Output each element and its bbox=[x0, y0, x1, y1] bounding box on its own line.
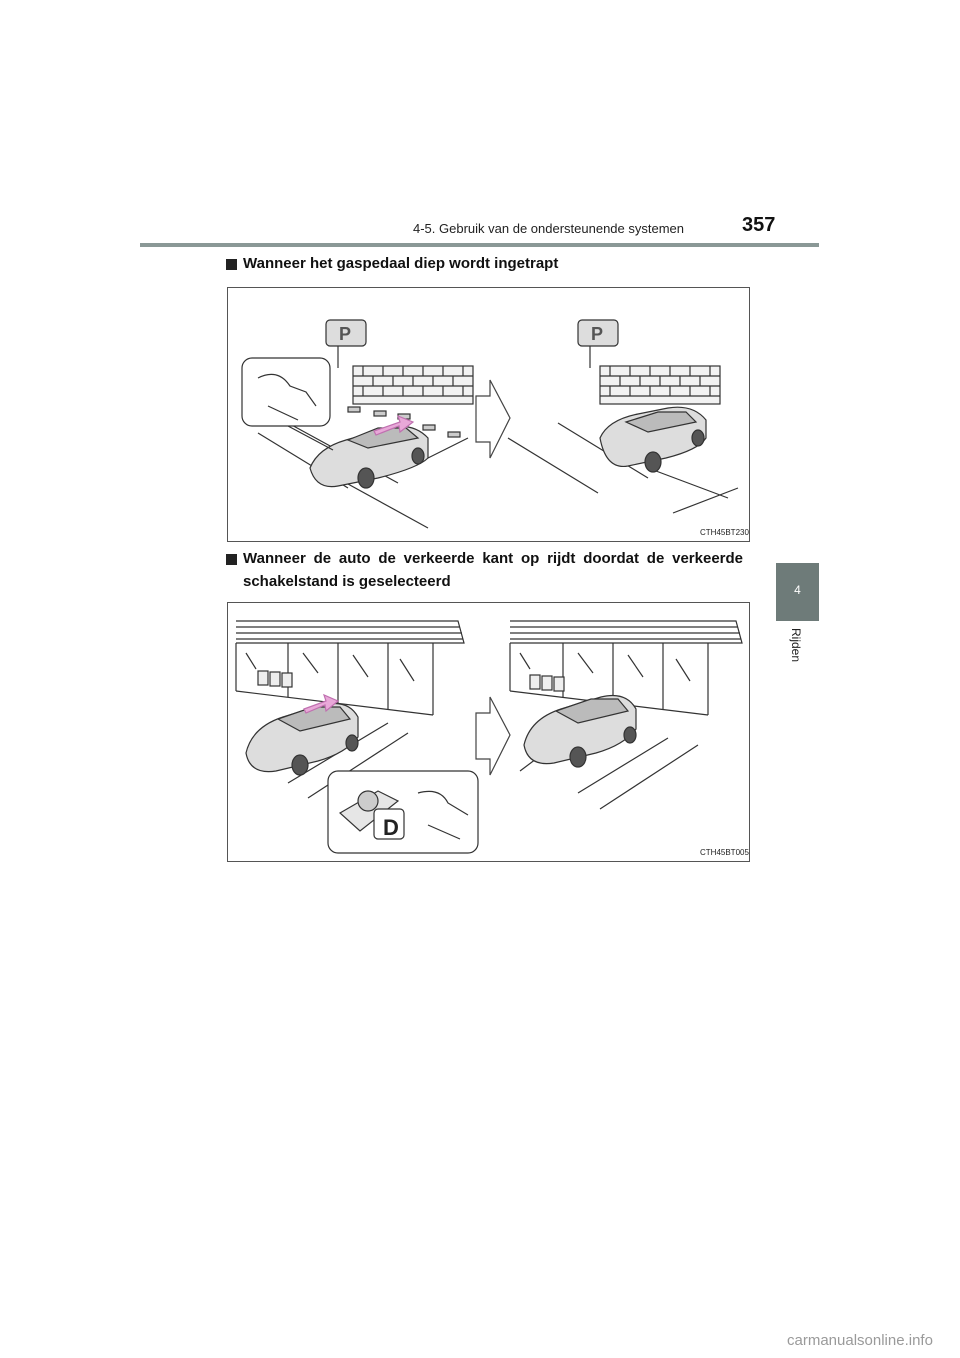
chapter-tab bbox=[776, 563, 819, 621]
section-heading-1: Wanneer het gaspedaal diep wordt ingetrapt bbox=[243, 255, 559, 272]
section-heading-2-line2: schakelstand is geselecteerd bbox=[243, 573, 451, 590]
header-section-title: 4-5. Gebruik van de ondersteunende systemen bbox=[413, 221, 685, 236]
figure-wrong-shift-illustration bbox=[228, 603, 749, 861]
footer-watermark: carmanualsonline.info bbox=[787, 1332, 933, 1349]
figure-accelerator bbox=[227, 287, 750, 542]
shift-position-label: D bbox=[383, 815, 399, 840]
svg-text:P: P bbox=[591, 324, 604, 344]
figure-accelerator-illustration bbox=[228, 288, 749, 541]
page-number: 357 bbox=[742, 214, 776, 236]
section-heading-2-line1: Wanneer de auto de verkeerde kant op rijdt doordat de verkeerde bbox=[243, 550, 743, 567]
figure-code: CTH45BT230 bbox=[700, 528, 749, 537]
header-rule bbox=[140, 243, 819, 247]
figure-wrong-shift bbox=[227, 602, 750, 862]
figure-code: CTH45BT005 bbox=[700, 848, 749, 857]
bullet-square-icon bbox=[226, 259, 237, 270]
chapter-name-text: Rijden bbox=[789, 628, 803, 663]
chapter-number: 4 bbox=[794, 583, 801, 597]
bullet-square-icon bbox=[226, 554, 237, 565]
chapter-name bbox=[784, 628, 808, 676]
svg-text:P: P bbox=[339, 324, 352, 344]
